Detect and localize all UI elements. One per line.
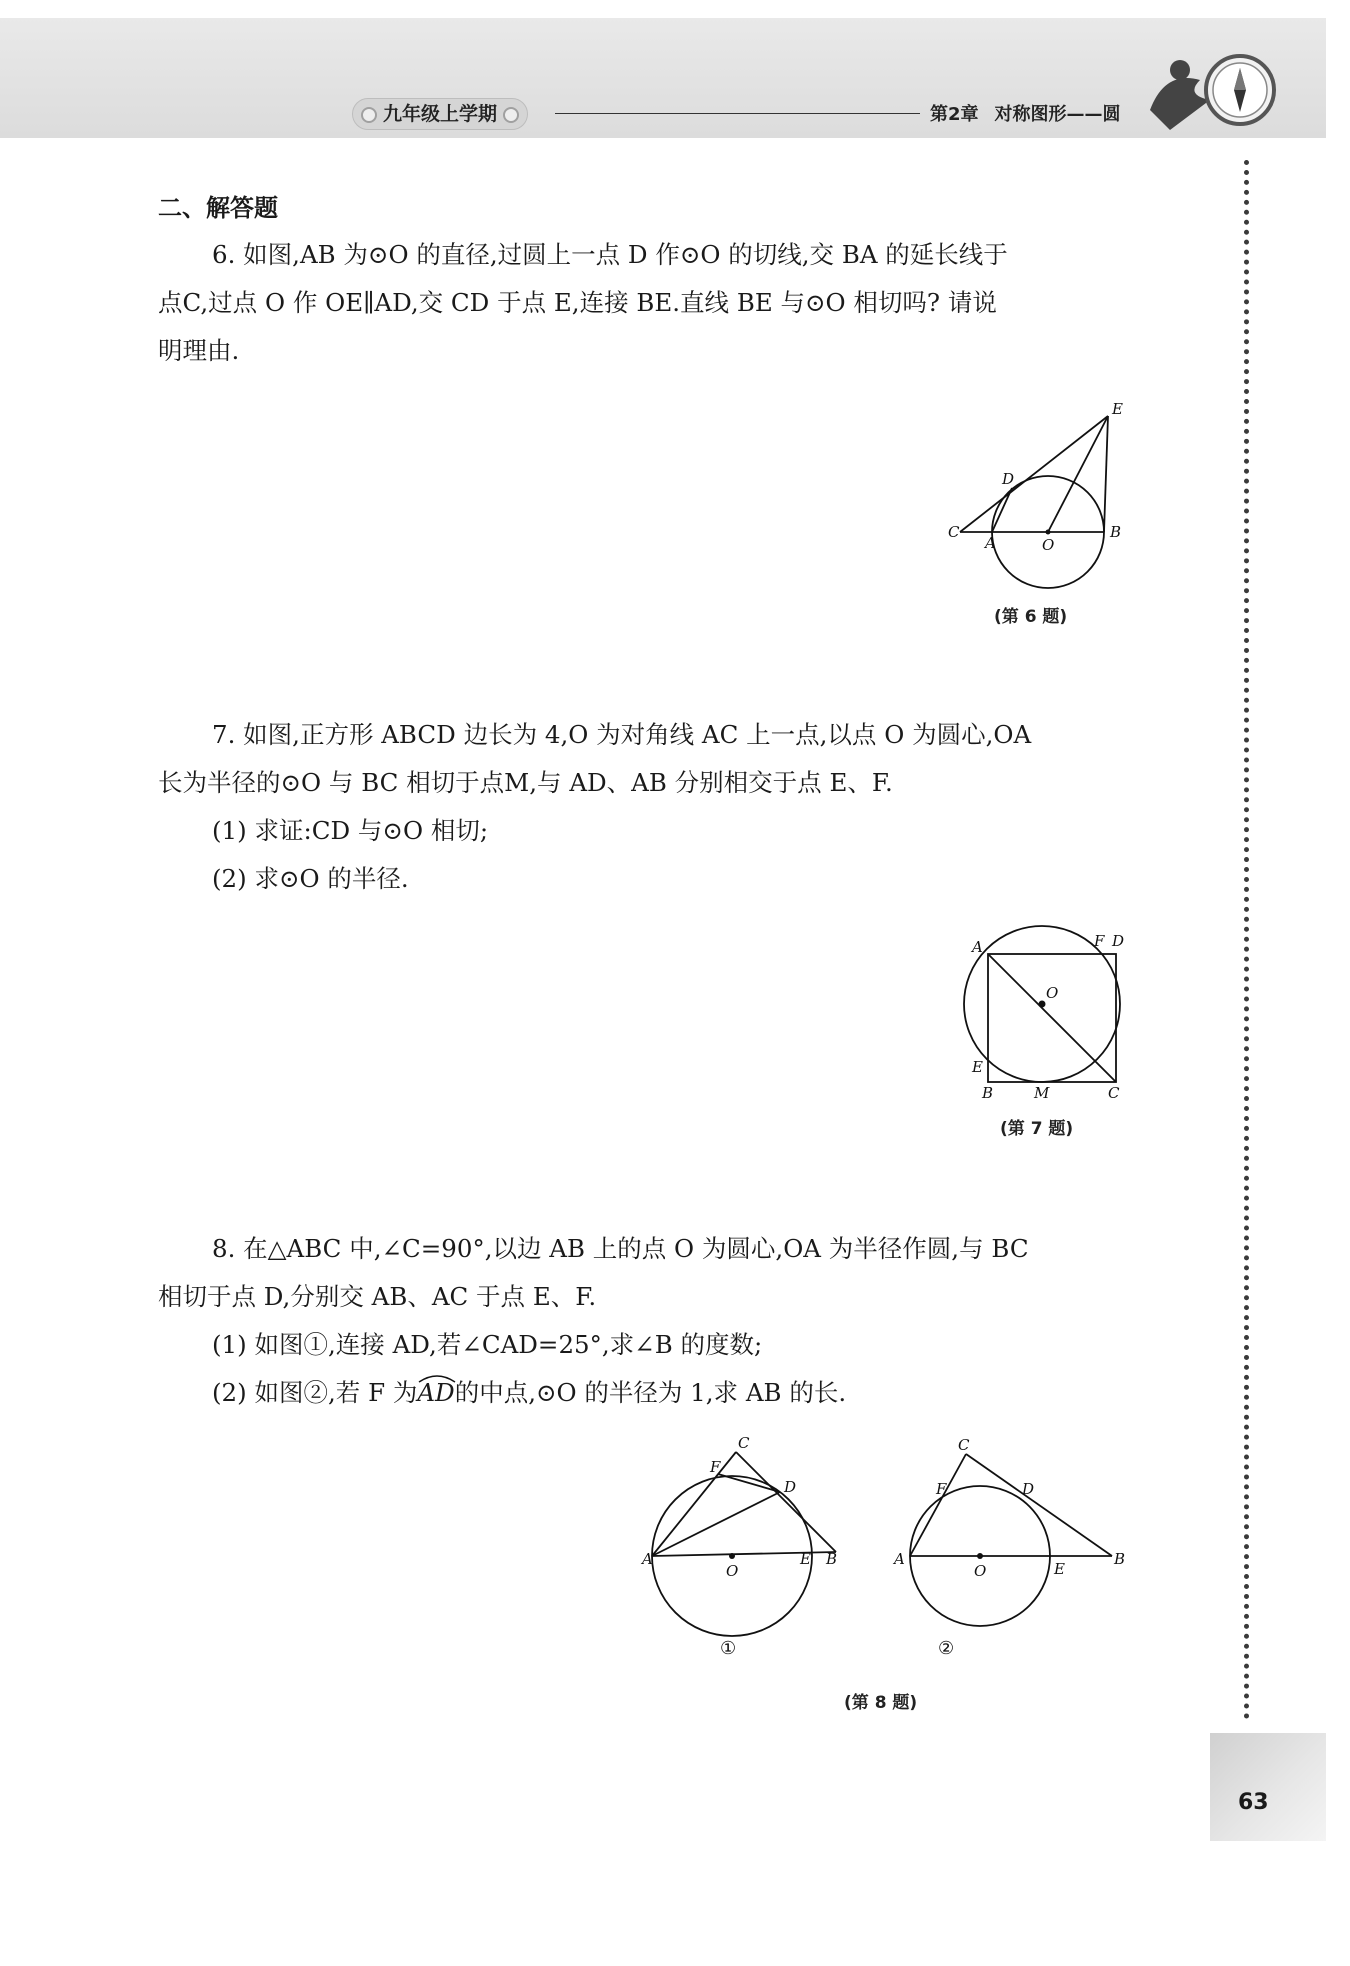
q8-fig1-label: ① xyxy=(720,1638,737,1659)
q8-arc-ad-text: AD xyxy=(417,1378,455,1407)
q7-line-2: 长为半径的⊙O 与 BC 相切于点M,与 AD、AB 分别相交于点 E、F. xyxy=(158,768,893,797)
q8-figures xyxy=(636,1436,1156,1666)
q8-line-1: 8. 在△ABC 中,∠C=90°,以边 AB 上的点 O 为圆心,OA 为半径作圆,与 BC xyxy=(212,1234,1029,1263)
q6-label-d: D xyxy=(1002,470,1015,488)
q8-figure-1 xyxy=(640,1436,837,1659)
q8-f2-label-c: C xyxy=(958,1436,970,1454)
q8-f1-label-a: A xyxy=(642,1550,653,1568)
q6-center-dot xyxy=(1046,530,1051,535)
q8-f2-label-o: O xyxy=(974,1562,987,1580)
q8-fig2-label: ② xyxy=(938,1638,955,1659)
q7-label-e: E xyxy=(972,1058,983,1076)
q8-subquestion-1: (1) 如图①,连接 AD,若∠CAD=25°,求∠B 的度数; xyxy=(212,1330,763,1359)
q8-line-2: 相切于点 D,分别交 AB、AC 于点 E、F. xyxy=(158,1282,597,1311)
q7-label-c: C xyxy=(1108,1084,1120,1102)
header-rule xyxy=(555,113,920,114)
q7-subquestion-1: (1) 求证:CD 与⊙O 相切; xyxy=(212,816,489,845)
q7-caption: (第 7 题) xyxy=(1000,1119,1074,1139)
q8-f1-label-b: B xyxy=(826,1550,838,1568)
q8-f1-label-d: D xyxy=(784,1478,797,1496)
chapter-number: 第2章 xyxy=(930,104,979,125)
q8-f1-label-e: E xyxy=(800,1550,811,1568)
q7-label-m: M xyxy=(1034,1084,1050,1102)
q6-caption: (第 6 题) xyxy=(994,607,1068,627)
q8-subquestion-2 xyxy=(212,1374,846,1409)
q6-line-oe xyxy=(1048,416,1108,532)
q6-label-a: A xyxy=(985,534,996,552)
q6-line-3: 明理由. xyxy=(158,336,240,365)
q8-f2-label-e: E xyxy=(1054,1560,1065,1578)
page-number-box xyxy=(1210,1733,1326,1841)
q8-arc-mark xyxy=(417,1372,457,1384)
q7-subquestion-2: (2) 求⊙O 的半径. xyxy=(212,864,409,893)
q8-f2-label-b: B xyxy=(1114,1550,1126,1568)
q6-line-2: 点C,过点 O 作 OE∥AD,交 CD 于点 E,连接 BE.直线 BE 与⊙O 相切吗? 请说 xyxy=(158,288,997,317)
q7-label-d: D xyxy=(1112,932,1125,950)
q6-line-ad xyxy=(992,488,1012,532)
q6-line-ce xyxy=(960,416,1108,532)
q6-label-e: E xyxy=(1112,400,1123,418)
page-number: 63 xyxy=(1238,1790,1269,1815)
q7-center-dot xyxy=(1039,1001,1046,1008)
q6-line-1: 6. 如图,AB 为⊙O 的直径,过圆上一点 D 作⊙O 的切线,交 BA 的延长线于 xyxy=(212,240,1008,269)
chapter-title: 对称图形——圆 xyxy=(994,104,1121,125)
q7-figure xyxy=(960,920,1140,1105)
q8-figure-2 xyxy=(892,1436,1125,1659)
q7-diagonal-ac xyxy=(988,954,1116,1082)
q7-label-o: O xyxy=(1046,984,1059,1002)
compass-runner-logo-icon xyxy=(1140,40,1290,140)
q8-f1-label-c: C xyxy=(738,1436,750,1452)
q8-f2-label-a: A xyxy=(894,1550,905,1568)
chapter-heading xyxy=(930,100,1137,126)
q7-label-f: F xyxy=(1094,932,1105,950)
q8-arc-ad xyxy=(417,1378,454,1407)
q8-f1-label-o: O xyxy=(726,1562,739,1580)
q8-caption: (第 8 题) xyxy=(844,1693,918,1713)
q6-line-be xyxy=(1104,416,1108,532)
margin-dotted-line xyxy=(1244,160,1255,1720)
q6-label-c: C xyxy=(948,523,960,541)
q8-sub2-pre: (2) 如图②,若 F 为 xyxy=(212,1378,418,1407)
q8-f2-label-f: F xyxy=(936,1480,947,1498)
q6-label-o: O xyxy=(1042,536,1055,554)
q7-label-b: B xyxy=(982,1084,994,1102)
q6-label-b: B xyxy=(1110,523,1122,541)
grade-label: 九年级上学期 xyxy=(352,98,528,130)
q8-f2-label-d: D xyxy=(1022,1480,1035,1498)
section-title: 二、解答题 xyxy=(158,194,278,222)
q7-label-a: A xyxy=(972,938,983,956)
q8-sub2-post: 的中点,⊙O 的半径为 1,求 AB 的长. xyxy=(454,1378,847,1407)
q7-line-1: 7. 如图,正方形 ABCD 边长为 4,O 为对角线 AC 上一点,以点 O 为圆心,OA xyxy=(212,720,1032,749)
q6-figure xyxy=(940,398,1140,598)
q8-f1-label-f: F xyxy=(710,1458,721,1476)
